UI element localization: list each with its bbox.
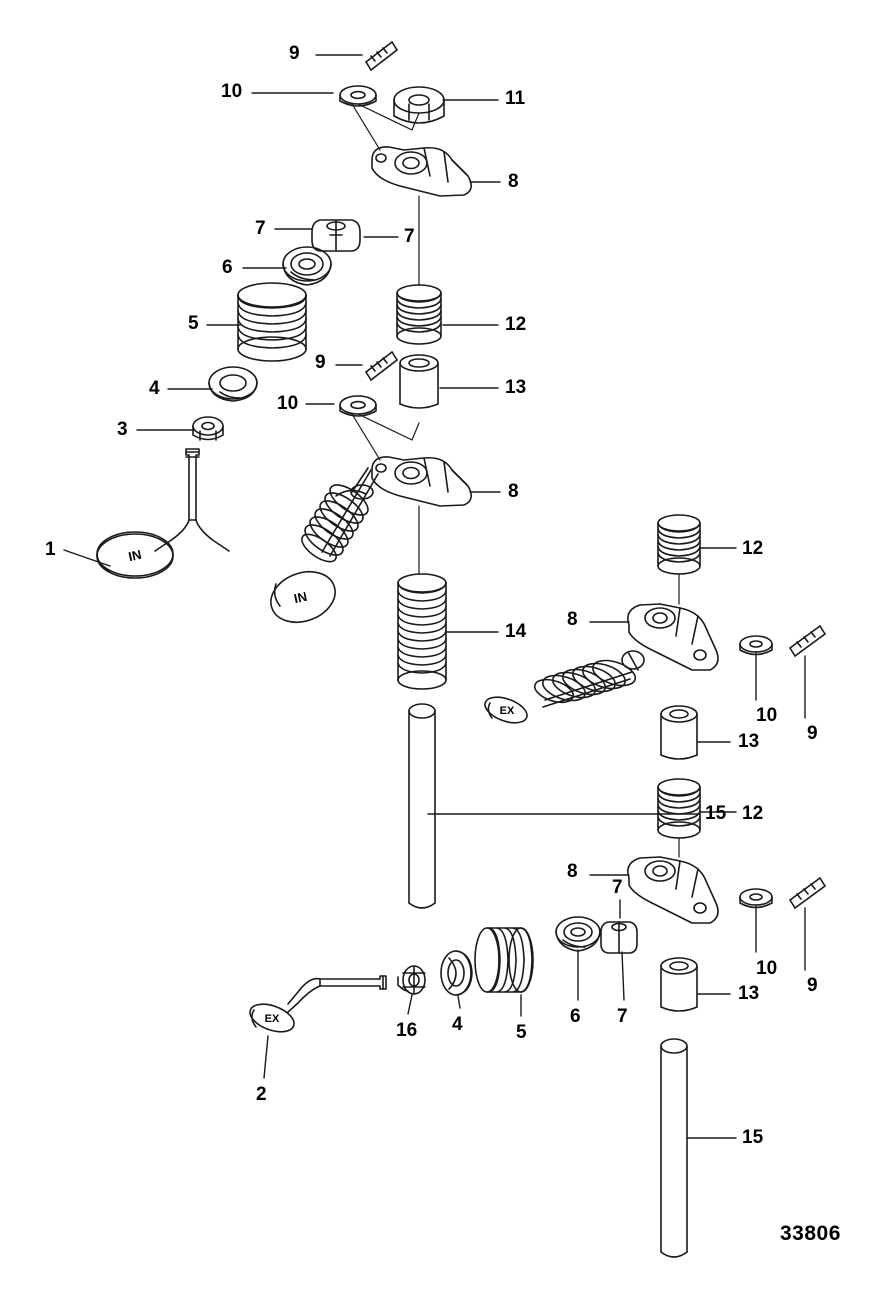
- callout-9-c: 9: [807, 723, 818, 744]
- callout-10-b: 10: [277, 393, 299, 414]
- part-4-spring-seat-a: [209, 367, 257, 401]
- part-13-guide-sleeve-b: [661, 706, 697, 759]
- part-5-valve-spring-a: [238, 283, 306, 361]
- callout-14: 14: [505, 621, 527, 642]
- callout-5-b: 5: [516, 1022, 527, 1043]
- part-7-valve-keepers-a: [312, 220, 360, 251]
- valve-face-label-in-2: IN: [292, 588, 309, 607]
- callout-9-a: 9: [289, 43, 300, 64]
- callout-12-a: 12: [505, 314, 527, 335]
- callout-8-b: 8: [508, 481, 519, 502]
- callout-13-a: 13: [505, 377, 527, 398]
- callout-7-b: 7: [404, 226, 415, 247]
- part-9-adjusting-screw-d: [790, 878, 825, 908]
- callout-15-b: 15: [742, 1127, 764, 1148]
- part-11-pivot-ball: [394, 87, 444, 123]
- callout-5-a: 5: [188, 313, 199, 334]
- callout-10-c: 10: [756, 705, 778, 726]
- callout-9-d: 9: [807, 975, 818, 996]
- part-12-spring-b: [658, 515, 700, 574]
- callout-13-b: 13: [738, 731, 760, 752]
- part-8-rocker-arm-b: [372, 457, 471, 506]
- callout-6-b: 6: [570, 1006, 581, 1027]
- callout-3: 3: [117, 419, 128, 440]
- callout-13-c: 13: [738, 983, 760, 1004]
- callout-12-c: 12: [742, 803, 764, 824]
- part-8-rocker-arm-c: [628, 604, 718, 670]
- callout-2: 2: [256, 1084, 267, 1105]
- part-9-adjusting-screw-c: [790, 626, 825, 656]
- part-2-exhaust-valve: [246, 976, 386, 1037]
- part-16-valve-seal: [398, 966, 425, 994]
- part-13-guide-sleeve-a: [400, 355, 438, 408]
- callout-8-d: 8: [567, 861, 578, 882]
- part-5-valve-spring-b: [475, 928, 533, 992]
- callout-12-b: 12: [742, 538, 764, 559]
- valve-face-label-in-1: IN: [126, 546, 143, 565]
- callout-15-a: 15: [705, 803, 727, 824]
- callout-10-a: 10: [221, 81, 243, 102]
- callout-16: 16: [396, 1020, 418, 1041]
- part-14-spring-long: [398, 574, 446, 689]
- part-10-nut-b: [340, 396, 376, 416]
- part-6-spring-retainer-a: [283, 247, 331, 285]
- part-15-push-rod-b: [661, 1039, 687, 1257]
- callout-4-b: 4: [452, 1014, 463, 1035]
- valve-face-label-ex-2: EX: [264, 1013, 280, 1025]
- callout-4-a: 4: [149, 378, 160, 399]
- part-15-push-rod-a: [409, 704, 435, 908]
- callout-9-b: 9: [315, 352, 326, 373]
- part-8-rocker-arm-d: [628, 857, 718, 923]
- part-13-guide-sleeve-c: [661, 958, 697, 1011]
- part-7-valve-keepers-b: [601, 922, 637, 953]
- part-3-valve-stem-seal: [193, 417, 223, 440]
- part-10-nut-a: [340, 86, 376, 106]
- callout-7-a: 7: [255, 218, 266, 239]
- callout-8-c: 8: [567, 609, 578, 630]
- callout-11: 11: [505, 88, 526, 109]
- part-4-spring-seat-b: [441, 951, 472, 995]
- callout-8-a: 8: [508, 171, 519, 192]
- part-12-spring-c: [658, 779, 700, 838]
- callout-10-d: 10: [756, 958, 778, 979]
- valve-face-label-ex-1: EX: [499, 705, 515, 717]
- part-9-adjusting-screw-a: [366, 42, 397, 70]
- part-1-intake-valve: [97, 449, 229, 578]
- leader-lines: [64, 55, 805, 1138]
- callout-1: 1: [45, 539, 56, 560]
- assembled-intake-valve-stack: [264, 468, 378, 631]
- callout-7-d: 7: [617, 1006, 628, 1027]
- part-9-adjusting-screw-b: [366, 352, 397, 380]
- callout-7-c: 7: [612, 877, 623, 898]
- part-8-rocker-arm-a: [372, 147, 471, 196]
- callout-6-a: 6: [222, 257, 233, 278]
- drawing-number: 33806: [780, 1222, 841, 1245]
- part-12-spring-a: [397, 285, 441, 344]
- part-6-spring-retainer-b: [556, 917, 600, 951]
